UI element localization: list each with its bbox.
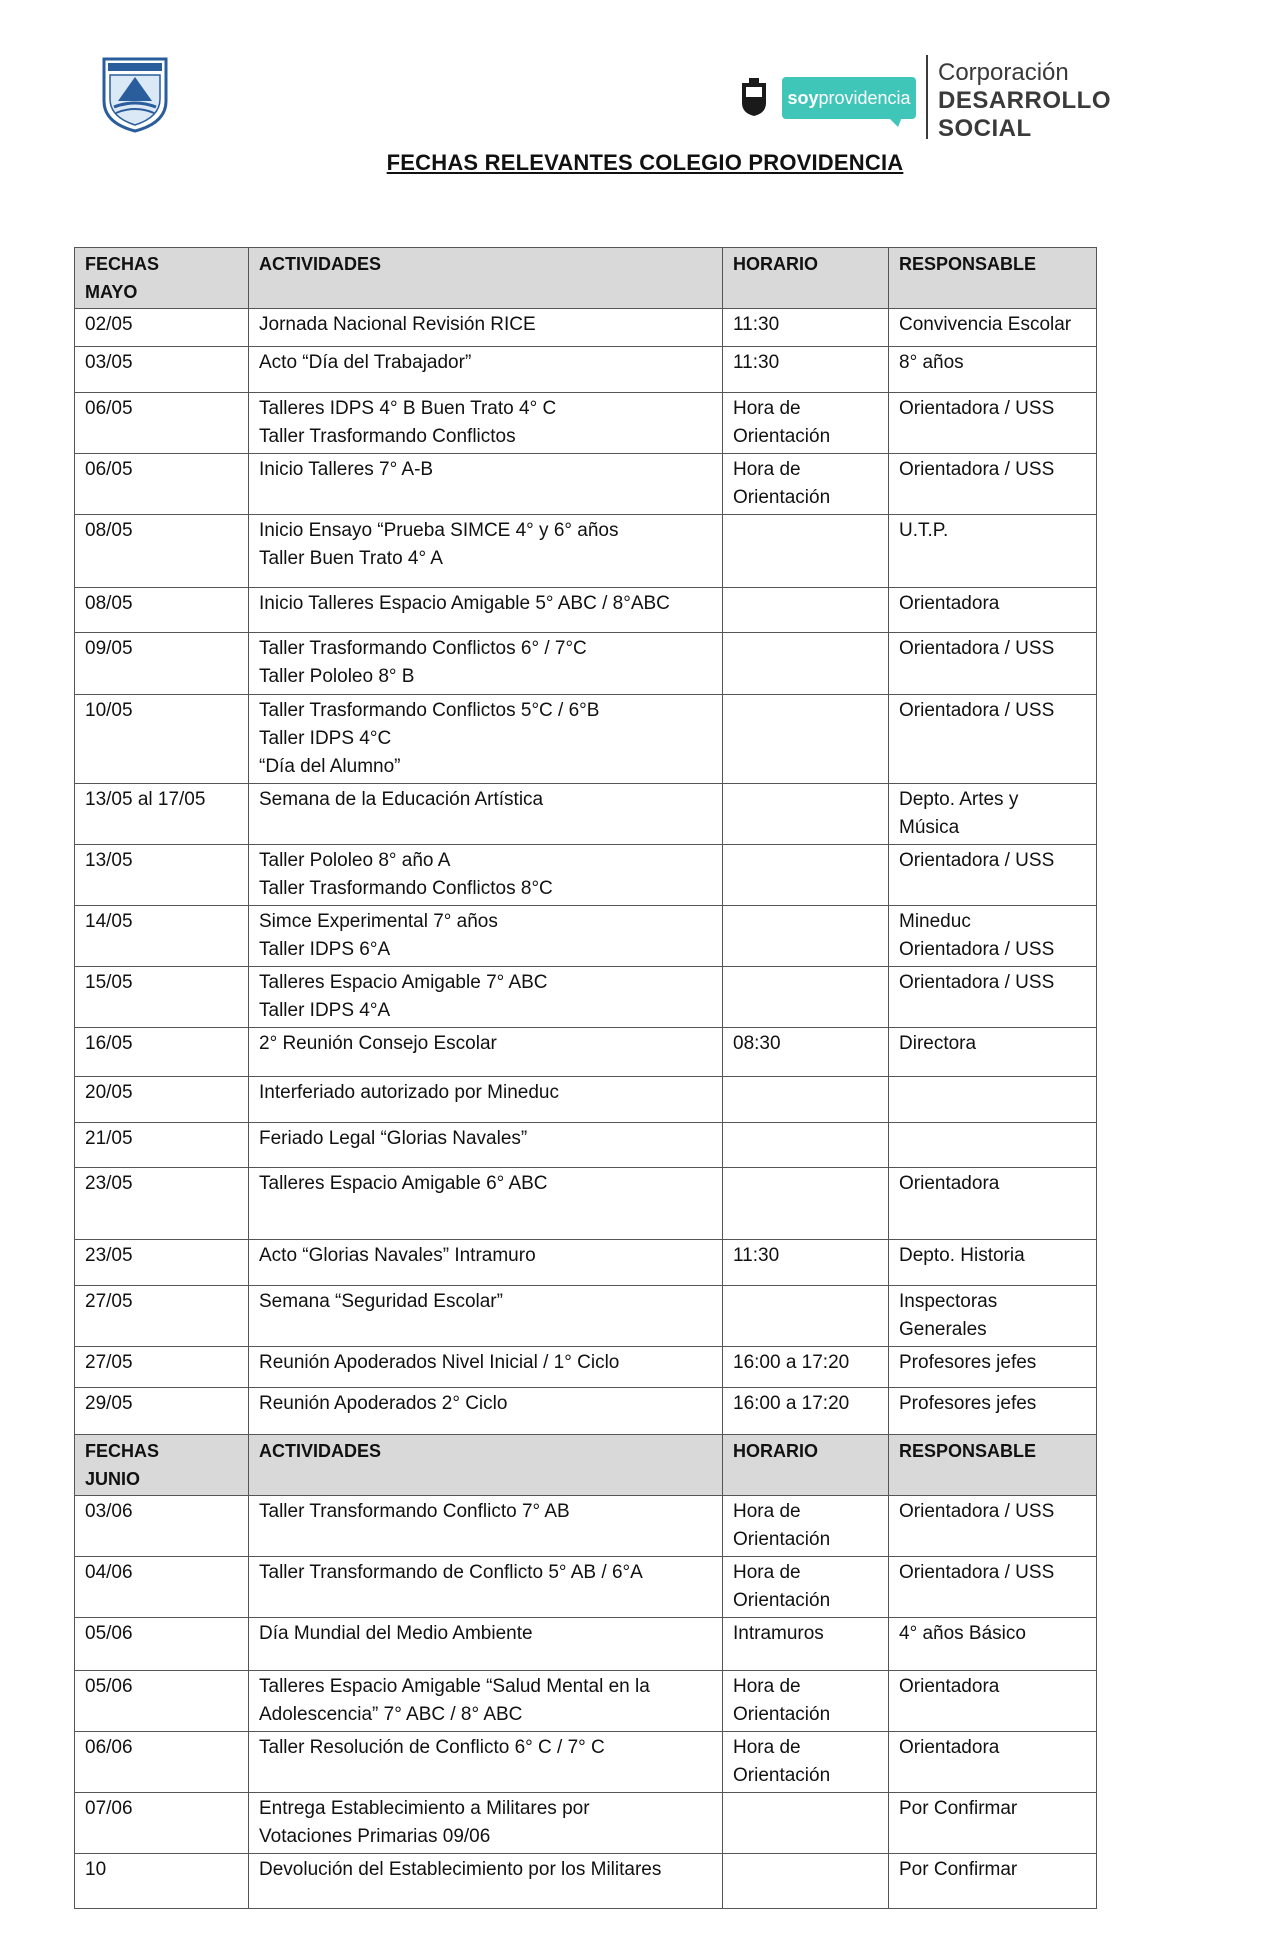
cell-fecha: 03/05 [75,347,249,393]
table-row [75,1732,1097,1793]
table-row [75,906,1097,967]
cell-actividades [249,347,723,393]
corp-line-3: SOCIAL [938,115,1032,142]
cell-fecha: 08/05 [75,515,249,588]
corp-line-2: DESARROLLO [938,87,1111,114]
header-fechas-line: MAYO [85,282,138,302]
cell-actividades [249,967,723,1028]
cell-fecha: 23/05 [75,1168,249,1240]
actividad-line: Talleres Espacio Amigable 7° ABC [259,972,548,993]
cell-actividades [249,845,723,906]
table-row [75,309,1097,347]
actividad-line: Talleres Espacio Amigable 6° ABC [259,1173,548,1194]
table-row [75,1618,1097,1671]
cell-horario [723,1347,889,1388]
cell-horario [723,784,889,845]
actividad-line: Semana de la Educación Artística [259,789,544,810]
cell-fecha: 05/06 [75,1671,249,1732]
actividad-line: “Día del Alumno” [259,756,401,777]
cell-fecha: 08/05 [75,588,249,633]
horario-line: Hora de [733,398,801,419]
actividad-line: Taller Transformando de Conflicto 5° AB / 6°A [259,1562,643,1583]
actividad-line: Taller Trasformando Conflictos [259,426,516,447]
cell-actividades [249,1618,723,1671]
cell-actividades [249,1496,723,1557]
cell-responsable [889,1671,1097,1732]
cell-horario [723,1496,889,1557]
horario-line: Hora de [733,1562,801,1583]
actividad-line: Votaciones Primarias 09/06 [259,1826,491,1847]
cell-actividades [249,784,723,845]
actividad-line: Feriado Legal “Glorias Navales” [259,1128,528,1149]
responsable-line: Generales [899,1319,987,1340]
corp-line-1: Corporación [938,59,1069,86]
cell-actividades [249,588,723,633]
responsable-line: Orientadora / USS [899,700,1055,721]
cell-responsable [889,393,1097,454]
table-row [75,1123,1097,1168]
cell-horario [723,1028,889,1077]
header-responsable: RESPONSABLE [889,1435,1097,1496]
cell-horario [723,1168,889,1240]
actividad-line: Interferiado autorizado por Mineduc [259,1082,559,1103]
cell-fecha: 06/05 [75,454,249,515]
cell-horario [723,347,889,393]
horario-line: Orientación [733,1529,831,1550]
cell-horario [723,1557,889,1618]
responsable-line: Orientadora [899,1173,1000,1194]
cell-fecha: 21/05 [75,1123,249,1168]
cell-fecha: 10/05 [75,695,249,784]
cell-actividades [249,1123,723,1168]
actividad-line: Jornada Nacional Revisión RICE [259,314,536,335]
cell-horario [723,1671,889,1732]
cell-fecha: 04/06 [75,1557,249,1618]
cell-horario [723,906,889,967]
cell-fecha: 16/05 [75,1028,249,1077]
actividad-line: Acto “Glorias Navales” Intramuro [259,1245,536,1266]
cell-fecha: 02/05 [75,309,249,347]
cell-responsable [889,588,1097,633]
cell-fecha: 27/05 [75,1286,249,1347]
cell-responsable [889,1168,1097,1240]
cell-responsable [889,1557,1097,1618]
horario-line: Orientación [733,1590,831,1611]
header-actividades: ACTIVIDADES [249,1435,723,1496]
responsable-line: Orientadora / USS [899,850,1055,871]
schedule-body [75,248,1097,1909]
actividad-line: Taller Resolución de Conflicto 6° C / 7° C [259,1737,605,1758]
table-row [75,1793,1097,1854]
actividad-line: Talleres Espacio Amigable “Salud Mental en la [259,1676,650,1697]
cell-responsable [889,1347,1097,1388]
horario-line: Intramuros [733,1623,824,1644]
cell-actividades [249,1557,723,1618]
horario-line: Hora de [733,1676,801,1697]
responsable-line: 8° años [899,352,964,373]
header-fechas-line: JUNIO [85,1469,141,1489]
cell-horario [723,1732,889,1793]
table-row [75,347,1097,393]
horario-line: Orientación [733,1765,831,1786]
cell-horario [723,393,889,454]
table-row [75,1388,1097,1435]
actividad-line: Talleres IDPS 4° B Buen Trato 4° C [259,398,557,419]
actividad-line: Adolescencia” 7° ABC / 8° ABC [259,1704,523,1725]
responsable-line: Inspectoras [899,1291,998,1312]
providencia-crest-icon [740,77,768,117]
table-row [75,1077,1097,1123]
actividad-line: 2° Reunión Consejo Escolar [259,1033,497,1054]
horario-line: Hora de [733,459,801,480]
cell-horario [723,1854,889,1909]
cell-responsable [889,1077,1097,1123]
header-responsable: RESPONSABLE [889,248,1097,309]
actividad-line: Semana “Seguridad Escolar” [259,1291,503,1312]
actividad-line: Taller Trasformando Conflictos 8°C [259,878,553,899]
table-row [75,1671,1097,1732]
table-row [75,393,1097,454]
responsable-line: Depto. Historia [899,1245,1025,1266]
responsable-line: Profesores jefes [899,1352,1037,1373]
responsable-line: Orientadora [899,1676,1000,1697]
cell-responsable [889,845,1097,906]
cell-actividades [249,393,723,454]
actividad-line: Inicio Talleres 7° A-B [259,459,434,480]
table-row [75,1347,1097,1388]
responsable-line: Orientadora / USS [899,939,1055,960]
table-row [75,967,1097,1028]
responsable-line: Directora [899,1033,977,1054]
actividad-line: Taller IDPS 6°A [259,939,391,960]
table-row [75,1557,1097,1618]
cell-responsable [889,1854,1097,1909]
document-title: FECHAS RELEVANTES COLEGIO PROVIDENCIA [386,150,904,175]
table-row [75,845,1097,906]
actividad-line: Taller Pololeo 8° B [259,666,415,687]
cell-fecha: 07/06 [75,1793,249,1854]
actividad-line: Taller Pololeo 8° año A [259,850,451,871]
responsable-line: Orientadora / USS [899,459,1055,480]
cell-responsable [889,1388,1097,1435]
cell-actividades [249,695,723,784]
responsable-line: U.T.P. [899,520,949,541]
actividad-line: Taller Buen Trato 4° A [259,548,443,569]
horario-line: Orientación [733,487,831,508]
cell-responsable [889,1286,1097,1347]
header-horario: HORARIO [723,248,889,309]
cell-fecha: 13/05 al 17/05 [75,784,249,845]
cell-horario [723,1240,889,1286]
table-row [75,1854,1097,1909]
horario-line: 11:30 [733,1245,780,1266]
cell-actividades [249,515,723,588]
table-row [75,454,1097,515]
header-fechas [75,1435,249,1496]
cell-fecha: 23/05 [75,1240,249,1286]
actividad-line: Acto “Día del Trabajador” [259,352,472,373]
horario-line: Orientación [733,426,831,447]
brand-divider [926,55,928,139]
actividad-line: Inicio Ensayo “Prueba SIMCE 4° y 6° años [259,520,619,541]
header-fechas-line: FECHAS [85,254,160,274]
responsable-line: Depto. Artes y [899,789,1019,810]
responsable-line: Orientadora / USS [899,638,1055,659]
actividad-line: Simce Experimental 7° años [259,911,498,932]
cell-actividades [249,1286,723,1347]
cell-responsable [889,1793,1097,1854]
cell-fecha: 06/05 [75,393,249,454]
cell-responsable [889,1618,1097,1671]
cell-horario [723,1388,889,1435]
horario-line: Orientación [733,1704,831,1725]
horario-line: 11:30 [733,314,780,335]
horario-line: Hora de [733,1737,801,1758]
soy-providencia-logo [782,77,916,119]
cell-horario [723,1286,889,1347]
header-fechas-line: FECHAS [85,1441,160,1461]
actividad-line: Reunión Apoderados 2° Ciclo [259,1393,508,1414]
actividad-line: Taller IDPS 4°C [259,728,392,749]
header-fechas [75,248,249,309]
responsable-line: Orientadora / USS [899,972,1055,993]
cell-responsable [889,1732,1097,1793]
actividad-line: Taller Trasformando Conflictos 6° / 7°C [259,638,587,659]
cell-horario [723,1123,889,1168]
table-row [75,695,1097,784]
cell-horario [723,845,889,906]
cell-horario [723,1618,889,1671]
cell-fecha: 20/05 [75,1077,249,1123]
cell-horario [723,309,889,347]
actividad-line: Inicio Talleres Espacio Amigable 5° ABC / 8°ABC [259,593,670,614]
actividad-line: Día Mundial del Medio Ambiente [259,1623,533,1644]
horario-line: 16:00 a 17:20 [733,1393,850,1414]
header-actividades: ACTIVIDADES [249,248,723,309]
responsable-line: Por Confirmar [899,1798,1018,1819]
responsable-line: Convivencia Escolar [899,314,1072,335]
cell-fecha: 14/05 [75,906,249,967]
actividad-line: Taller Trasformando Conflictos 5°C / 6°B [259,700,600,721]
responsable-line: Mineduc [899,911,971,932]
cell-horario [723,1793,889,1854]
table-row [75,633,1097,695]
cell-fecha: 03/06 [75,1496,249,1557]
cell-responsable [889,309,1097,347]
cell-responsable [889,1123,1097,1168]
responsable-line: Orientadora / USS [899,1501,1055,1522]
table-row [75,1240,1097,1286]
cell-responsable [889,633,1097,695]
cell-fecha: 06/06 [75,1732,249,1793]
cell-actividades [249,1028,723,1077]
cell-responsable [889,454,1097,515]
responsable-line: 4° años Básico [899,1623,1026,1644]
responsable-line: Orientadora / USS [899,398,1055,419]
cell-actividades [249,1168,723,1240]
cell-actividades [249,1793,723,1854]
responsable-line: Por Confirmar [899,1859,1018,1880]
horario-line: Hora de [733,1501,801,1522]
cell-actividades [249,454,723,515]
table-row [75,588,1097,633]
responsable-line: Profesores jefes [899,1393,1037,1414]
school-logo-icon [100,55,170,133]
cell-actividades [249,906,723,967]
cell-responsable [889,515,1097,588]
soy-name: providencia [818,87,911,108]
table-row [75,1496,1097,1557]
table-header-row [75,1435,1097,1496]
cell-responsable [889,967,1097,1028]
cell-actividades [249,1854,723,1909]
cell-fecha: 05/06 [75,1618,249,1671]
corporacion-logo [938,59,1178,143]
cell-fecha: 27/05 [75,1347,249,1388]
table-row [75,1286,1097,1347]
cell-horario [723,633,889,695]
cell-responsable [889,784,1097,845]
cell-responsable [889,347,1097,393]
cell-horario [723,588,889,633]
cell-horario [723,454,889,515]
cell-actividades [249,1671,723,1732]
table-header-row [75,248,1097,309]
cell-actividades [249,1077,723,1123]
responsable-line: Orientadora [899,1737,1000,1758]
horario-line: 08:30 [733,1033,781,1054]
cell-responsable [889,1028,1097,1077]
cell-fecha: 10 [75,1854,249,1909]
table-row [75,1028,1097,1077]
horario-line: 16:00 a 17:20 [733,1352,850,1373]
horario-line: 11:30 [733,352,780,373]
responsable-line: Orientadora [899,593,1000,614]
brand-logos [740,55,1180,140]
cell-responsable [889,906,1097,967]
cell-actividades [249,1732,723,1793]
cell-fecha: 15/05 [75,967,249,1028]
actividad-line: Devolución del Establecimiento por los Militares [259,1859,662,1880]
soy-prefix: soy [787,87,819,108]
actividad-line: Taller Transformando Conflicto 7° AB [259,1501,570,1522]
cell-actividades [249,1388,723,1435]
header-horario: HORARIO [723,1435,889,1496]
speech-tail-icon [888,117,902,127]
cell-actividades [249,1347,723,1388]
cell-responsable [889,1240,1097,1286]
actividad-line: Reunión Apoderados Nivel Inicial / 1° Ciclo [259,1352,620,1373]
actividad-line: Taller IDPS 4°A [259,1000,391,1021]
cell-responsable [889,695,1097,784]
cell-responsable [889,1496,1097,1557]
responsable-line: Orientadora / USS [899,1562,1055,1583]
schedule-table [74,247,1097,1909]
cell-actividades [249,1240,723,1286]
cell-horario [723,515,889,588]
cell-horario [723,967,889,1028]
table-row [75,1168,1097,1240]
cell-actividades [249,633,723,695]
cell-fecha: 13/05 [75,845,249,906]
cell-horario [723,695,889,784]
cell-fecha: 29/05 [75,1388,249,1435]
cell-fecha: 09/05 [75,633,249,695]
responsable-line: Música [899,817,960,838]
table-row [75,515,1097,588]
cell-actividades [249,309,723,347]
cell-horario [723,1077,889,1123]
table-row [75,784,1097,845]
actividad-line: Entrega Establecimiento a Militares por [259,1798,590,1819]
